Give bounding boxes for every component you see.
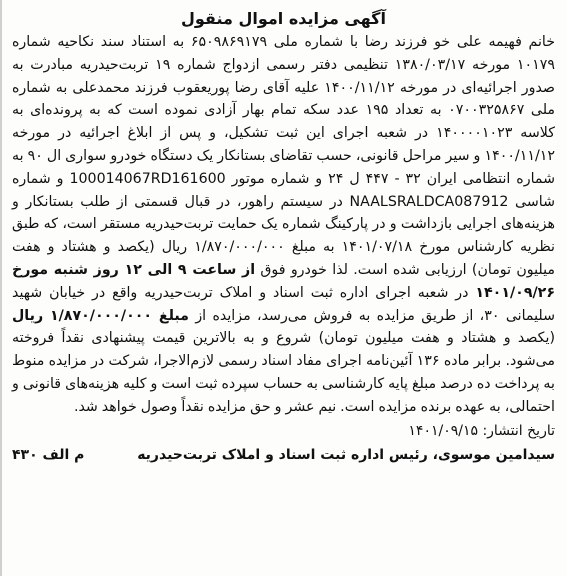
body-text-part-2: در شعبه اجرای اداره ثبت اسناد و املاک تربت‌حیدریه واقع در خیابان شهید سلیمانی ۳۰، از طریق مزایده به فروش می‌رسد، مزایده از: [12, 284, 555, 324]
starting-price-emphasis: مبلغ ۱/۸۷۰/۰۰۰/۰۰۰ ریال: [12, 307, 189, 324]
auction-time-emphasis: از ساعت ۹ الی ۱۲ روز شنبه مورخ ۱۴۰۱/۰۹/۲۶: [12, 261, 555, 301]
body-text-part-3: (یکصد و هشتاد و هفت میلیون تومان) شروع و به بالاترین قیمت پیشنهادی نقداً فروخته می‌شود. برابر ماده ۱۳۶ آئین‌نامه اجرای مفاد اسناد رسمی لازم‌الاجرا، شرکت در مزایده منوط به پرداخت ده درصد مبلغ پایه کارشناسی به حساب سپرده ثبت است و کلیه هزینه‌های قانونی و احتمالی، به عهده برنده مزایده است. نیم عشر و حق مزایده نقداً وصول خواهد شد.: [12, 330, 555, 415]
signer-name: سیدامین موسوی، رئیس اداره ثبت اسناد و املاک تربت‌حیدریه: [137, 446, 555, 463]
body-text-part-1: خانم فهیمه علی خو فرزند رضا با شماره ملی ۶۵۰۹۸۶۹۱۷۹ به استناد سند نکاحیه شماره ۱۰۱۷۹ مورخه ۱۳۸۰/۰۳/۱۷ تنظیمی دفتر رسمی ازدواج شماره ۱۹ تربت‌حیدریه مبادرت به صدور اجرائیه‌ای در مورخه ۱۴۰۰/۱۱/۱۲ علیه آقای رضا پوریعقوب فرزند محمدعلی به شماره ملی ۰۷۰۰۳۲۵۸۶۷ به تعداد ۱۹۵ عدد سکه تمام بهار آزادی نموده است که به پرونده‌ای به کلاسه ۱۴۰۰۰۰۱۰۲۳ در شعبه اجرای این ثبت تشکیل، و پس از ابلاغ اجرائیه در مورخه ۱۴۰۰/۱۱/۱۲ و سیر مراحل قانونی، حسب تقاضای بستانکار یک دستگاه خودرو سواری ال ۹۰ به شماره انتظامی ایران ۳۲ - ۴۴۷ ل ۲۴ و شماره موتور 100014067RD161600 و شماره شاسی NAALSRALDCA087912 در سیستم راهور، در قبال قسمتی از طلب بستانکار و هزینه‌های اجرایی بازداشت و در پارکینگ شماره یک حمایت تربت‌حیدریه مستقر است، که طبق نظریه کارشناس مورخ ۱۴۰۱/۰۷/۱۸ به مبلغ ۱/۸۷۰/۰۰۰/۰۰۰ ریال (یکصد و هشتاد و هفت میلیون تومان) ارزیابی شده است. لذا خودرو فوق: [12, 34, 556, 278]
publish-date: تاریخ انتشار: ۱۴۰۱/۰۹/۱۵: [408, 422, 555, 439]
notice-footer: [12, 444, 555, 466]
notice-code: م الف ۴۳۰: [12, 446, 85, 463]
notice-title: آگهی مزایده اموال منقول: [181, 9, 386, 28]
notice-body: [12, 31, 555, 419]
